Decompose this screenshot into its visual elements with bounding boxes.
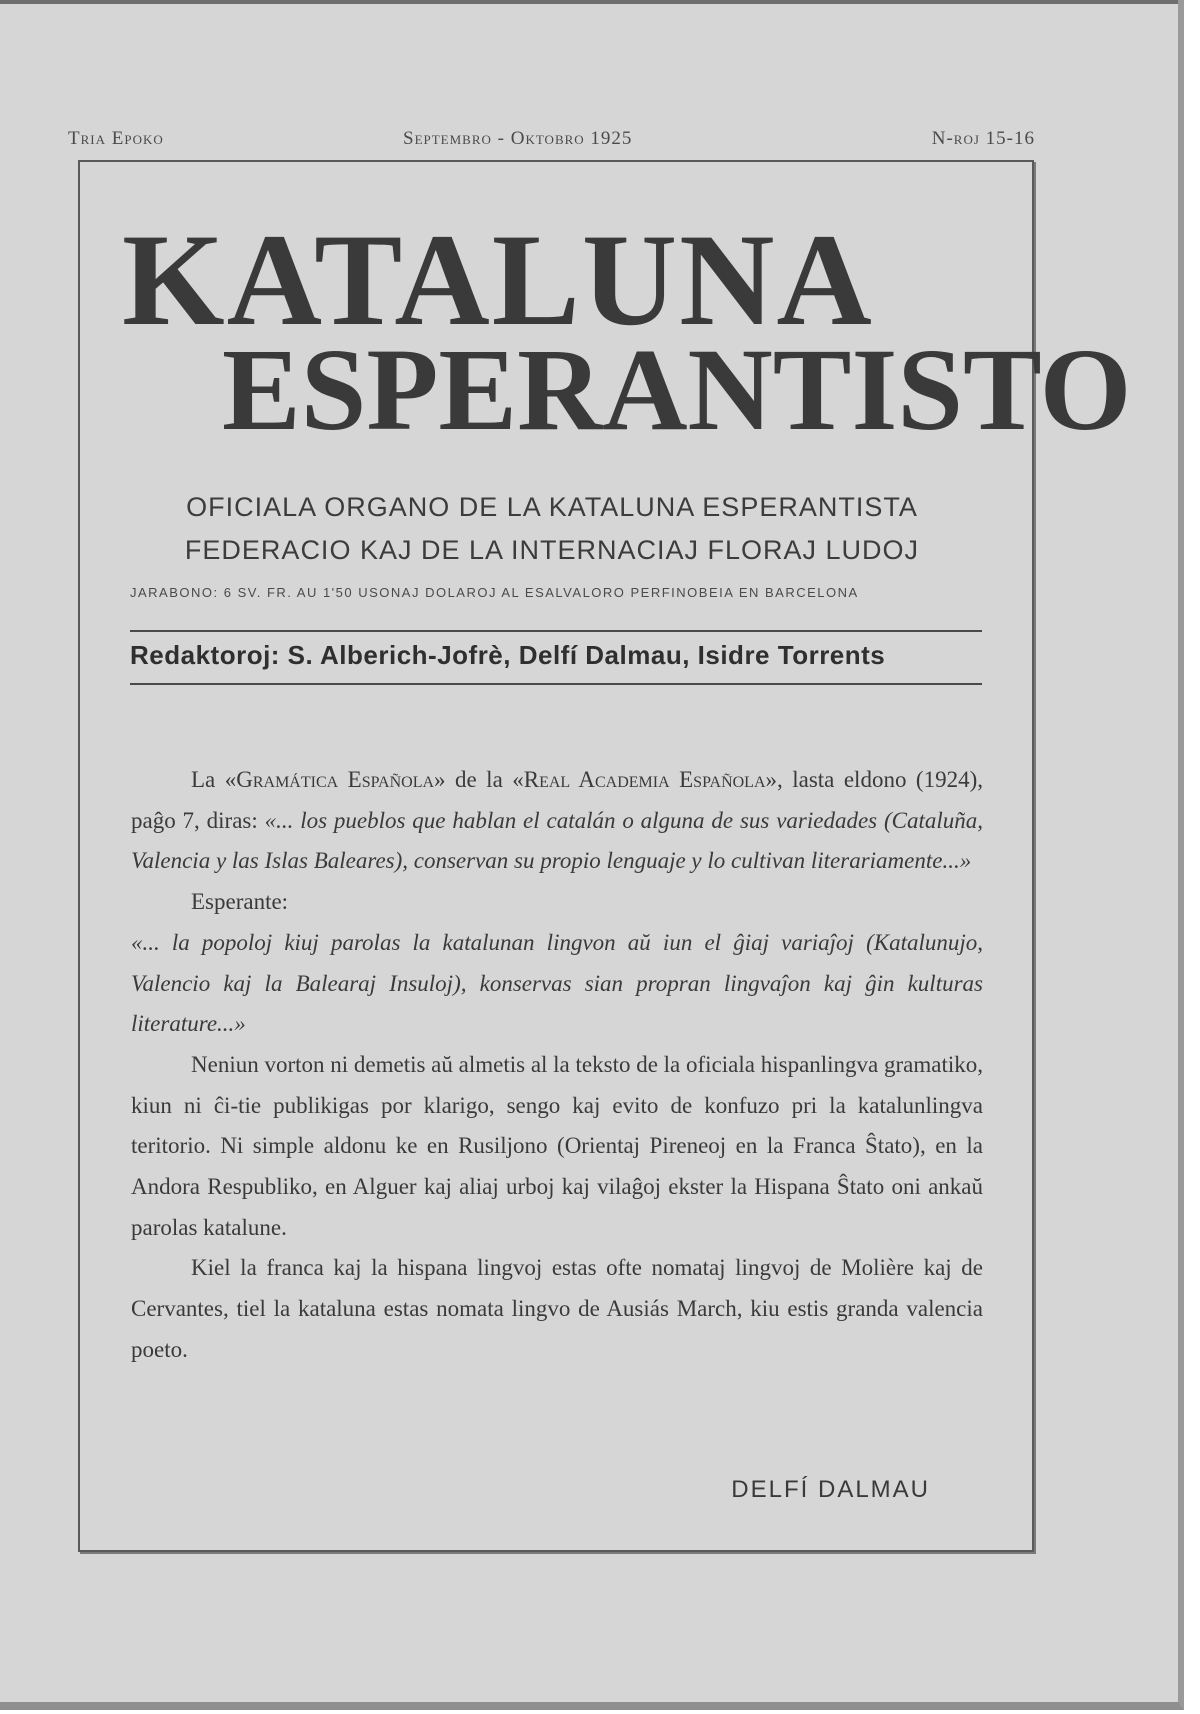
issue-number: N-roj 15-16 [931,128,1035,149]
paragraph-5: Kiel la franca kaj la hispana lingvoj estas ofte nomataj lingvoj de Molière kaj de Cervantes, tiel la kataluna estas nomata lingvo de Ausiás March, kiu estis granda valencia poeto. [131,1255,983,1362]
divider-top [130,630,982,632]
masthead-logo [122,206,1132,480]
subscription-line: JARABONO: 6 SV. FR. AU 1'50 USONAJ DOLAROJ AL ESALVALORO PERFINOBEIA EN BARCELONA [130,585,859,600]
page-top-edge [0,0,1178,4]
article-body [131,760,983,1371]
divider-bottom [130,683,982,685]
esperanto-quote: «... la popoloj kiuj parolas la katalunan lingvon aŭ iun el ĝiaj variaĵoj (Katalunujo, Valencio kaj la Balearaj Insuloj), konservas sian propran lingvaĵon kaj ĝin kulturas literature...» [131,929,983,1037]
masthead-line-2: ESPERANTISTO [222,324,1132,455]
paragraph-4: Neniun vorton ni demetis aŭ almetis al la teksto de la oficiala hispanlingva gramatiko, kiun ni ĉi-tie publikigas por klarigo, sengo kaj evito de konfuzo pri la katalunlingva teritorio. Ni simple aldonu ke en Rusiljono (Orientaj Pireneoj en la Franca Ŝtato), en la Andora Respubliko, en Alguer kaj aliaj urboj kaj vilaĝoj ekster la Hispana Ŝtato oni ankaŭ parolas katalune. [131,1051,984,1240]
paragraph-2: Esperante: [191,889,289,915]
p1-text-c: de la [445,767,513,792]
p1-text-a: La [191,767,225,792]
academy-name: «Real Academia Española» [512,767,778,792]
masthead-line-1: KATALUNA [122,206,874,353]
p1-text-e: , lasta eldono (1924), paĝo 7, diras: [131,767,983,833]
subtitle-line-1: OFICIALA ORGANO DE LA KATALUNA ESPERANTISTA [186,492,918,522]
issue-date: Septembro - Oktobro 1925 [403,128,633,149]
book-title: «Gramática Española» [224,767,446,792]
spanish-quote: «... los pueblos que hablan el catalán o alguna de sus variedades (Cataluña, Valencia y las Islas Baleares), conservan su propio lenguaje y lo cultivan literariamente...» [131,807,983,874]
series-label: Tria Epoko [68,128,164,149]
author-signature: DELFÍ DALMAU [731,1476,930,1503]
paragraph-1 [131,760,983,882]
subtitle-line-2: FEDERACIO KAJ DE LA INTERNACIAJ FLORAJ LUDOJ [184,535,920,565]
editors-line: Redaktoroj: S. Alberich-Jofrè, Delfí Dalmau, Isidre Torrents [130,640,886,670]
issue-header [68,128,1035,156]
